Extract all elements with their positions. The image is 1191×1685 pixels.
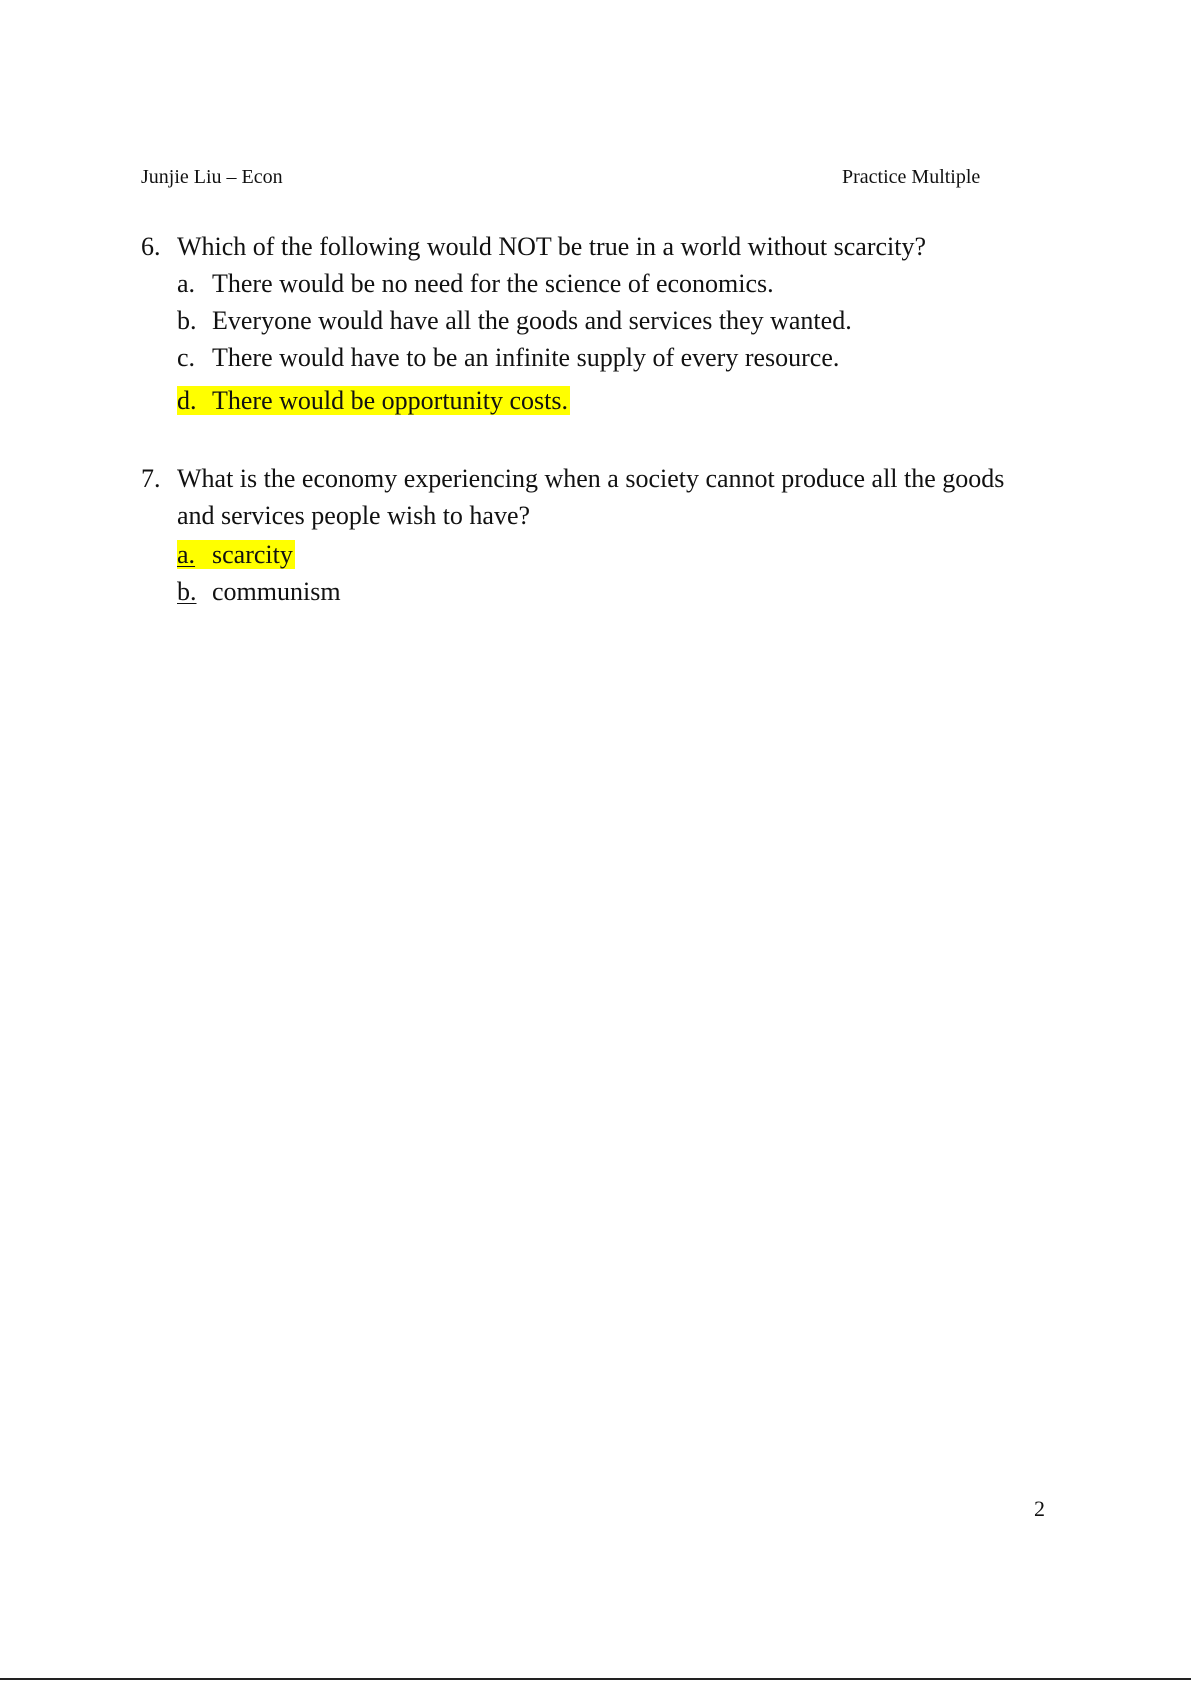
option-d [177,382,1021,419]
option-letter: b. [177,577,197,606]
option-text: Everyone would have all the goods and services they wanted. [212,306,852,335]
option-letter: d. [177,386,197,415]
option-list [177,265,1021,419]
question-7 [141,460,1021,610]
header-left-container [141,165,341,192]
question-number: 7. [141,464,161,493]
option-b [177,573,1021,610]
header-right-container [842,165,1042,192]
option-letter: a. [177,540,196,569]
page-bottom-edge [0,1678,1191,1680]
highlighted-answer [177,386,570,415]
question-text: Which of the following would NOT be true in a world without scarcity? [177,232,927,261]
option-a [177,265,1021,302]
option-a [177,536,1021,573]
question-text: What is the economy experiencing when a society cannot produce all the goods and services people wish to have? [177,464,1005,530]
page-number: 2 [1034,1496,1045,1521]
option-letter: a. [177,269,196,298]
option-text: There would be no need for the science of economics. [212,269,774,298]
option-list [177,536,1021,610]
option-text: There would be opportunity costs. [212,386,568,415]
option-text: There would have to be an infinite supply of every resource. [212,343,840,372]
option-b [177,302,1021,339]
option-text: scarcity [212,540,293,569]
highlighted-answer [177,540,295,569]
option-c [177,339,1021,376]
header-right-text: Practice Multiple [842,166,981,188]
question-number: 6. [141,232,161,261]
question-6 [141,228,1021,419]
header-left-text: Junjie Liu – Econ [141,166,283,188]
option-letter: b. [177,306,197,335]
option-letter: c. [177,343,196,372]
option-text: communism [212,577,341,606]
